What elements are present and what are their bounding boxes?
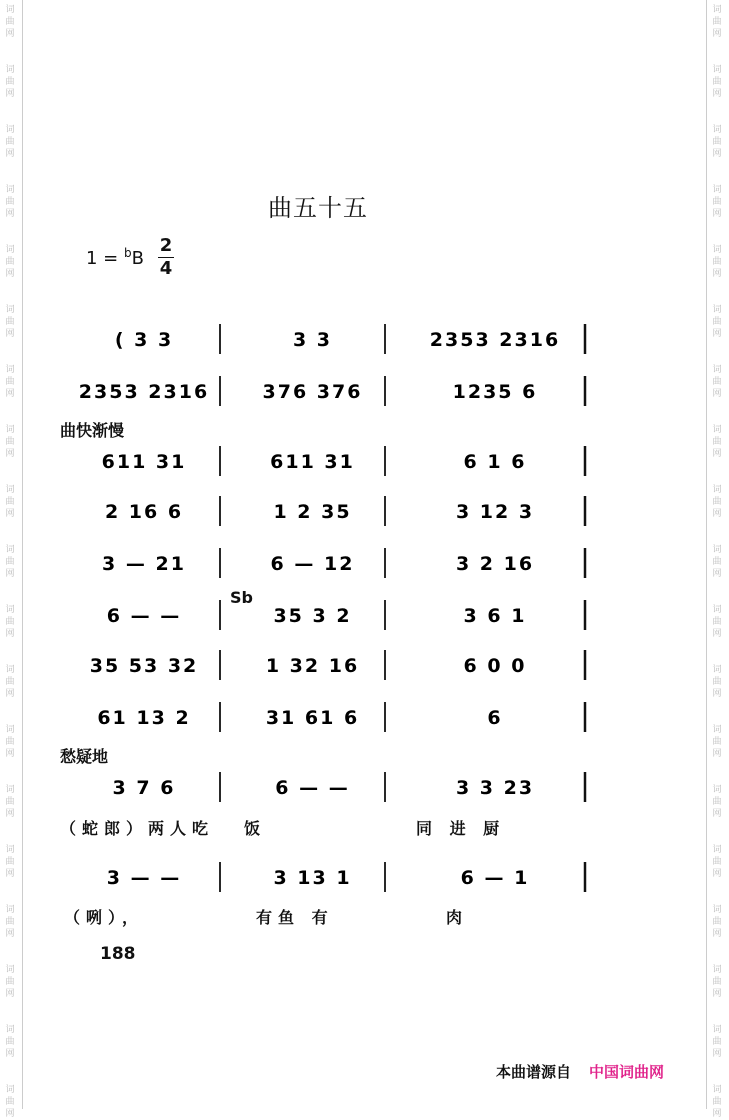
time-signature: 2 4 — [159, 235, 173, 279]
measure-notes: 2353 2316 — [429, 329, 561, 351]
watermark-text: 词 曲 网 — [712, 5, 722, 39]
watermark-text: 词 曲 网 — [5, 605, 15, 639]
notation-row — [60, 490, 590, 530]
notation-row — [60, 370, 590, 410]
watermark-text: 词 曲 网 — [712, 605, 722, 639]
watermark-text: 词 曲 网 — [5, 125, 15, 159]
notation-row — [60, 594, 590, 634]
watermark-text: 词 曲 网 — [712, 725, 722, 759]
lyric-line-2-cont: 有鱼 有 — [256, 908, 334, 927]
footer-site-name: 中国词曲网 — [589, 1063, 665, 1081]
measure-notes: 35 53 32 — [89, 655, 199, 677]
watermark-text: 词 曲 网 — [712, 485, 722, 519]
measure-notes: 31 61 6 — [265, 707, 360, 729]
watermark-text: 词 曲 网 — [5, 965, 15, 999]
measure-notes: 6 — 12 — [270, 553, 355, 575]
watermark-text: 词 曲 网 — [712, 425, 722, 459]
lyric-line-1-cont: 饭 — [244, 819, 267, 838]
measure-notes: 1 2 35 — [273, 501, 352, 523]
measure-notes: 2 16 6 — [104, 501, 184, 523]
watermark-text: 词 曲 网 — [5, 785, 15, 819]
measure-notes: 6 — — — [275, 777, 350, 799]
footer-source-label: 本曲谱源自 — [496, 1063, 572, 1081]
watermark-text: 词 曲 网 — [712, 905, 722, 939]
watermark-text: 词 曲 网 — [712, 185, 722, 219]
notation-row — [60, 644, 590, 684]
key-signature: 1 = $^b$B — [86, 246, 144, 269]
measure-notes: 1235 6 — [452, 381, 538, 403]
notation-row — [60, 696, 590, 736]
watermark-text: 词 曲 网 — [5, 5, 15, 39]
notation-row — [60, 766, 590, 806]
measure-notes: 3 — 21 — [102, 553, 186, 575]
lyric-line-1-tail: 同 进 厨 — [416, 819, 506, 838]
watermark-text: 词 曲 网 — [712, 245, 722, 279]
notation-row — [60, 440, 590, 480]
watermark-text: 词 曲 网 — [5, 845, 15, 879]
measure-notes: 611 31 — [270, 451, 355, 473]
tempo-mark-2: 愁疑地 — [60, 747, 109, 766]
watermark-text: 词 曲 网 — [5, 485, 15, 519]
watermark-text: 词 曲 网 — [712, 665, 722, 699]
measure-notes: 3 12 3 — [455, 501, 535, 523]
measure-notes: 6 1 6 — [463, 451, 527, 473]
tempo-mark-1: 曲快渐慢 — [60, 421, 125, 440]
page-title: 曲五十五 — [268, 194, 368, 222]
measure-notes: 3 7 6 — [112, 777, 176, 799]
watermark-text: 词 曲 网 — [5, 365, 15, 399]
measure-notes: 3 2 16 — [455, 553, 535, 575]
measure-notes: ( 3 3 — [114, 329, 174, 351]
watermark-text: 词 曲 网 — [5, 665, 15, 699]
lyric-line-1: （蛇郎）两人吃 — [60, 819, 215, 838]
watermark-text: 词 曲 网 — [712, 1085, 722, 1119]
notation-row — [60, 542, 590, 582]
measure-notes: 6 — [487, 707, 503, 729]
watermark-text: 词 曲 网 — [712, 545, 722, 579]
watermark-text: 词 曲 网 — [5, 725, 15, 759]
measure-notes: 3 3 23 — [455, 777, 535, 799]
measure-notes: 611 31 — [101, 451, 187, 473]
watermark-text: 词 曲 网 — [5, 1025, 15, 1059]
measure-notes: 6 — 1 — [460, 867, 530, 889]
measure-notes: 3 3 — [292, 329, 333, 351]
watermark-text: 词 曲 网 — [712, 305, 722, 339]
watermark-text: 词 曲 网 — [5, 905, 15, 939]
watermark-text: 词 曲 网 — [712, 365, 722, 399]
watermark-text: 词 曲 网 — [5, 65, 15, 99]
lyric-line-2: （咧）， — [64, 908, 145, 927]
watermark-text: 词 曲 网 — [712, 785, 722, 819]
watermark-text: 词 曲 网 — [712, 125, 722, 159]
watermark-text: 词 曲 网 — [712, 1025, 722, 1059]
page-number: 188 — [100, 944, 136, 964]
measure-notes: 6 — — — [106, 605, 182, 627]
footer-credit — [496, 1061, 664, 1082]
watermark-text: 词 曲 网 — [712, 845, 722, 879]
right-margin — [706, 0, 729, 1119]
measure-notes: 1 32 16 — [265, 655, 360, 677]
measure-notes: 3 6 1 — [463, 605, 527, 627]
watermark-text: 词 曲 网 — [5, 425, 15, 459]
notation-row — [60, 318, 590, 358]
watermark-text: 词 曲 网 — [712, 965, 722, 999]
measure-notes: 2353 2316 — [78, 381, 210, 403]
measure-notes: 3 13 1 — [273, 867, 352, 889]
watermark-text: 词 曲 网 — [5, 305, 15, 339]
measure-notes: 376 376 — [262, 381, 363, 403]
measure-notes: 35 3 2 — [273, 605, 352, 627]
watermark-text: 词 曲 网 — [712, 65, 722, 99]
lyric-line-2-tail: 肉 — [446, 908, 469, 927]
measure-notes: 61 13 2 — [97, 707, 191, 729]
measure-notes: 3 — — — [106, 867, 182, 889]
inline-mark: Sb — [230, 588, 253, 607]
left-margin — [0, 0, 23, 1119]
watermark-text: 词 曲 网 — [5, 1085, 15, 1119]
watermark-text: 词 曲 网 — [5, 185, 15, 219]
notation-row — [60, 856, 590, 896]
watermark-text: 词 曲 网 — [5, 245, 15, 279]
measure-notes: 6 0 0 — [463, 655, 527, 677]
watermark-text: 词 曲 网 — [5, 545, 15, 579]
